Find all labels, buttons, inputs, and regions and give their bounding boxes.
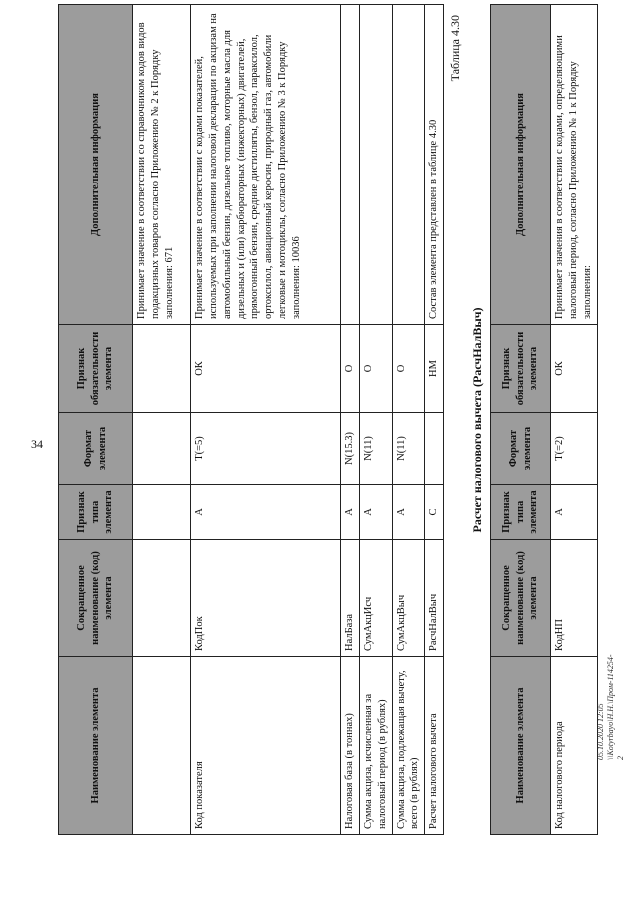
table-row [425,5,444,835]
cell-type: С [425,485,444,540]
col-header: Сокращенное наименование (код) элемента [491,540,551,657]
cell-code [133,540,191,657]
cell-format: N(15.3) [341,413,360,485]
cell-name: Расчет налогового вычета [425,657,444,835]
cell-format [425,413,444,485]
col-header: Формат элемента [59,413,133,485]
table-row [341,5,360,835]
col-header: Наименование элемента [491,657,551,835]
table-row [551,5,598,835]
cell-format [133,413,191,485]
col-header: Формат элемента [491,413,551,485]
cell-name [133,657,191,835]
cell-required: ОК [551,325,598,413]
table-title: Расчет налогового вычета (РасчНалВыч) [470,307,484,533]
cell-code: НалБаза [341,540,360,657]
cell-type: А [191,485,341,540]
cell-type: А [359,485,392,540]
col-header: Признак обязательности элемента [491,325,551,413]
cell-info: Принимает значение в соответствии с кодами показателей, используемых при заполнении налоговой декларации по акцизам на автомобильный бензин, дизельное топливо, моторные масла для дизельных и (или) карбюраторных (инжекторных) двигателей, прямогонный бензин, средние дистилляты, бензол, параксилол, ортоксилол, авиационный керосин, природный газ, автомобили легковые и мотоциклы, согласно Приложению № 3 к Порядку заполнения: 10036 [191,5,341,325]
document-footer [596,654,626,760]
cell-format: N(11) [392,413,425,485]
table-row [191,5,341,835]
cell-type: А [341,485,360,540]
cell-name: Код показателя [191,657,341,835]
cell-required: О [359,325,392,413]
cell-info [392,5,425,325]
col-header: Наименование элемента [59,657,133,835]
cell-name: Сумма акциза, исчисленная за налоговый период (в рублях) [359,657,392,835]
table-header-row [59,5,133,835]
table-number: Таблица 4.30 [448,15,462,82]
cell-type: А [551,485,598,540]
cell-info: Принимает значение в соответствии со справочником кодов видов подакцизных товаров согласно Приложению № 2 к Порядку заполнения: 671 [133,5,191,325]
cell-required: О [392,325,425,413]
col-header: Дополнительная информация [59,5,133,325]
cell-code: СумАкцВыч [392,540,425,657]
cell-type: А [392,485,425,540]
cell-format: N(11) [359,413,392,485]
cell-format: T(=2) [551,413,598,485]
table-row [392,5,425,835]
col-header: Признак типа элемента [491,485,551,540]
cell-format: T(=5) [191,413,341,485]
cell-info [341,5,360,325]
footer-timestamp: 05.10.2020 12:05 [596,703,605,760]
cell-code: СумАкцИсч [359,540,392,657]
cell-code: КодПок [191,540,341,657]
cell-name: Сумма акциза, подлежащая вычету, всего (в рублях) [392,657,425,835]
cell-code: КодНП [551,540,598,657]
cell-info: Принимает значения в соответствии с кодами, определяющими налоговый период, согласно Приложению № 1 к Порядку заполнения: [551,5,598,325]
table-row [133,5,191,835]
col-header: Сокращенное наименование (код) элемента [59,540,133,657]
table-header-row [491,5,551,835]
cell-required [133,325,191,413]
col-header: Признак обязательности элемента [59,325,133,413]
cell-type [133,485,191,540]
cell-required: О [341,325,360,413]
footer-path: \\Kotyrbayo\Н.Н.\Пром-114254-2 [606,654,625,760]
cell-required: ОК [191,325,341,413]
col-header: Признак типа элемента [59,485,133,540]
cell-info [359,5,392,325]
cell-name: Код налогового периода [551,657,598,835]
col-header: Дополнительная информация [491,5,551,325]
deduction-table [490,4,598,835]
page-number: 34 [31,437,43,451]
cell-info: Состав элемента представлен в таблице 4.30 [425,5,444,325]
table-row [359,5,392,835]
elements-table [58,4,444,835]
cell-code: РасчНалВыч [425,540,444,657]
cell-required: НМ [425,325,444,413]
cell-name: Налоговая база (в тоннах) [341,657,360,835]
